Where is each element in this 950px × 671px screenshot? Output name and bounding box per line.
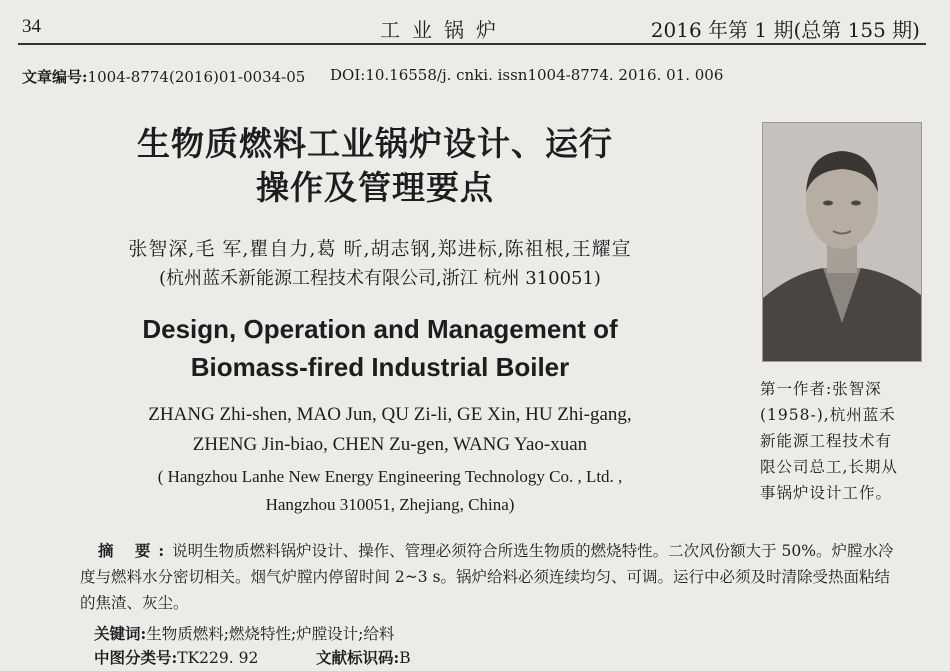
affiliation-english-line1: ( Hangzhou Lanhe New Energy Engineering Technology Co. , Ltd. ,: [157, 467, 623, 486]
issue-info: 2016 年第 1 期(总第 155 期): [650, 18, 920, 42]
doi-line: [330, 66, 723, 84]
article-no: 1004-8774(2016)01-0034-05: [87, 68, 306, 86]
document-code: [316, 646, 411, 668]
author-bio-line1: 第一作者:张智深: [760, 380, 882, 398]
authors-english: [80, 400, 700, 460]
authors-english-line1: ZHANG Zhi-shen, MAO Jun, QU Zi-li, GE Xin, HU Zhi-gang,: [148, 404, 632, 425]
document-code-value: B: [399, 649, 411, 667]
document-code-label: 文献标识码:: [316, 648, 400, 667]
authors-chinese: 张智深,毛 军,瞿自力,葛 昕,胡志钢,郑进标,陈祖根,王耀宣: [128, 238, 632, 260]
title-chinese-line2: 操作及管理要点: [256, 168, 494, 207]
affiliation-chinese: (杭州蓝禾新能源工程技术有限公司,浙江 杭州 310051): [159, 268, 601, 289]
affiliation-english: [80, 463, 700, 519]
title-english-line2: Biomass-fired Industrial Boiler: [190, 352, 570, 382]
author-bio-line2: (1958-),杭州蓝禾: [760, 406, 896, 424]
doi-value: 10.16558/j. cnki. issn1004-8774. 2016. 01. 006: [365, 66, 724, 84]
author-portrait-image: [763, 123, 921, 361]
article-no-label: 文章编号:: [22, 68, 88, 86]
doi-label: DOI:: [330, 66, 366, 84]
affiliation-english-line2: Hangzhou 310051, Zhejiang, China): [265, 495, 515, 514]
author-bio-line5: 事锅炉设计工作。: [760, 484, 893, 502]
clc-label: 中图分类号:: [94, 648, 178, 667]
author-bio: [760, 376, 932, 506]
journal-name: 工业锅炉: [380, 18, 508, 42]
title-english-line1: Design, Operation and Management of: [142, 314, 618, 344]
title-chinese-line1: 生物质燃料工业锅炉设计、运行: [137, 124, 613, 163]
page-number: 34: [22, 16, 41, 37]
keywords-label: 关键词:: [94, 624, 147, 643]
authors-english-line2: ZHENG Jin-biao, CHEN Zu-gen, WANG Yao-xuan: [192, 434, 588, 455]
title-chinese: [60, 122, 690, 210]
author-photo: [762, 122, 922, 362]
abstract-text: 说明生物质燃料锅炉设计、操作、管理必须符合所选生物质的燃烧特性。二次风份额大于 50%。炉膛水冷度与燃料水分密切相关。烟气炉膛内停留时间 2~3 s。锅炉给料必须连续均匀、可调。运行中必须及时清除受热面粘结的焦渣、灰尘。: [80, 542, 894, 612]
clc-number: [94, 646, 258, 668]
author-bio-line4: 限公司总工,长期从: [760, 458, 898, 476]
keywords-text: 生物质燃料;燃烧特性;炉膛设计;给料: [146, 625, 395, 643]
clc-value: TK229. 92: [177, 649, 259, 667]
article-identifiers: [22, 66, 922, 87]
keywords: [94, 622, 394, 644]
title-english: [80, 310, 680, 386]
author-bio-line3: 新能源工程技术有: [760, 432, 893, 450]
header-rule: [18, 43, 926, 45]
abstract-label: 摘 要:: [98, 541, 173, 560]
abstract: [80, 538, 900, 616]
